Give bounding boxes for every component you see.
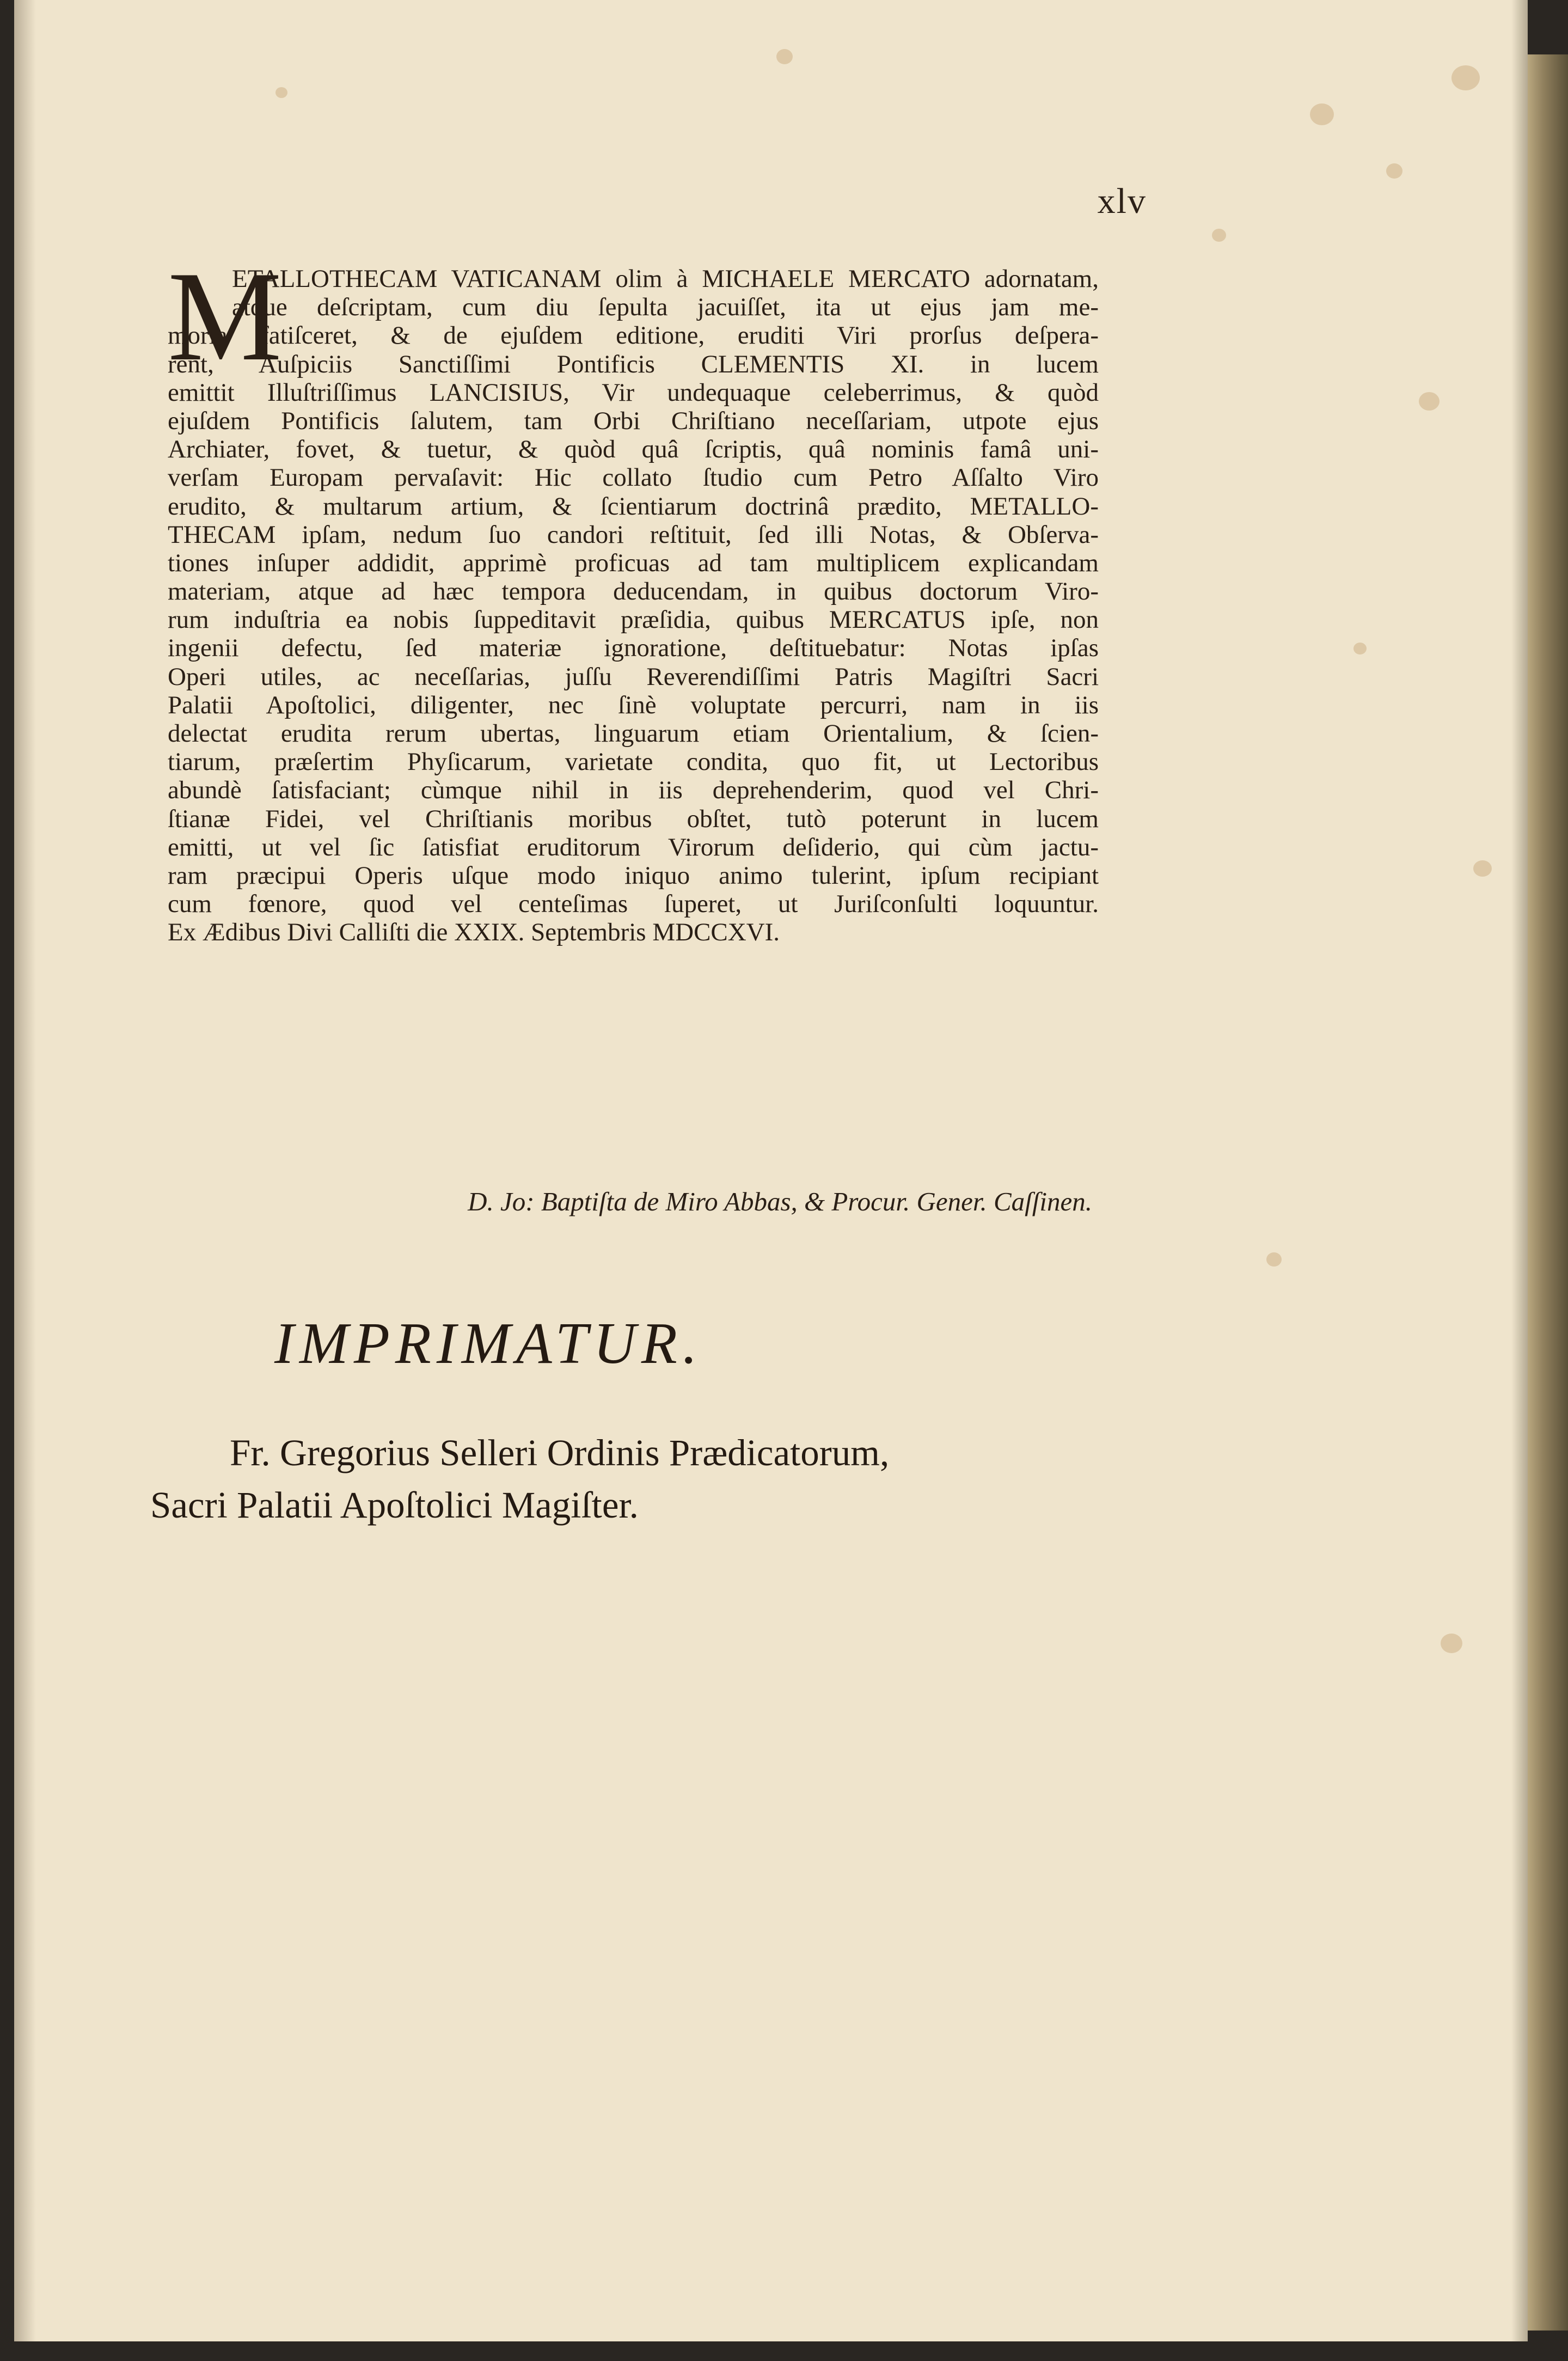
text-line: ingenii defectu, ſed materiæ ignoratione, deſtituebatur: Notas ipſas	[168, 634, 1099, 663]
text-line: rent, Auſpiciis Sanctiſſimi Pontificis CLEMENTIS XI. in lucem	[168, 350, 1099, 378]
text-line: materiam, atque ad hæc tempora deducendam, in quibus doctorum Viro-	[168, 577, 1099, 606]
approbation-text	[168, 265, 1099, 947]
text-line: rum induſtria ea nobis ſuppeditavit præſidia, quibus MERCATUS ipſe, non	[168, 605, 1099, 634]
page-number: xlv	[1097, 181, 1147, 221]
text-line: THECAM ipſam, nedum ſuo candori reſtituit, ſed illi Notas, & Obſerva-	[168, 520, 1099, 549]
foxing-spot	[1310, 103, 1334, 125]
text-line: Archiater, fovet, & tuetur, & quòd quâ ſcriptis, quâ nominis famâ uni-	[168, 435, 1099, 464]
text-line: ram præcipui Operis uſque modo iniquo animo tulerint, ipſum recipiant	[168, 861, 1099, 890]
drop-cap: M	[168, 246, 282, 388]
text-line: moria fatiſceret, & de ejuſdem editione, eruditi Viri prorſus deſpera-	[168, 321, 1099, 350]
book-page	[14, 0, 1528, 2341]
foxing-spot	[1266, 1252, 1282, 1267]
text-line: Palatii Apoſtolici, diligenter, nec ſinè voluptate percurri, nam in iis	[168, 690, 1099, 719]
foxing-spot	[1353, 643, 1367, 655]
gutter-shadow	[14, 0, 36, 2341]
text-line: tiarum, præſertim Phyſicarum, varietate condita, quo fit, ut Lectoribus	[168, 748, 1099, 776]
text-line: Operi utiles, ac neceſſarias, juſſu Reverendiſſimi Patris Magiſtri Sacri	[168, 662, 1099, 691]
text-line-last: Ex Ædibus Divi Calliſti die XXIX. Septembris MDCCXVI.	[168, 918, 780, 947]
foxing-spot	[1441, 1634, 1462, 1653]
foxing-spot	[1419, 392, 1440, 411]
imprimatur-heading: IMPRIMATUR.	[274, 1311, 703, 1376]
foxing-spot	[1451, 65, 1480, 90]
page-edge-shadow	[1511, 0, 1528, 2341]
foxing-spot	[1212, 229, 1226, 242]
signature-line: D. Jo: Baptiſta de Miro Abbas, & Procur. Gener. Caſſinen.	[468, 1186, 1092, 1216]
foxing-spot	[776, 49, 793, 64]
foxing-spot	[1473, 860, 1492, 877]
text-line: abundè ſatisfaciant; cùmque nihil in iis deprehenderim, quod vel Chri-	[168, 776, 1099, 805]
foxing-spot	[275, 87, 287, 98]
text-line: ETALLOTHECAM VATICANAM olim à MICHAELE MERCATO adornatam,	[232, 265, 1099, 293]
text-line: emittit Illuſtriſſimus LANCISIUS, Vir undequaque celeberrimus, & quòd	[168, 378, 1099, 407]
text-line: erudito, & multarum artium, & ſcientiarum doctrinâ prædito, METALLO-	[168, 492, 1099, 521]
approval-line: Fr. Gregorius Selleri Ordinis Prædicatorum,	[230, 1432, 890, 1473]
text-line: tiones inſuper addidit, apprimè proficuas ad tam multiplicem explicandam	[168, 548, 1099, 577]
text-line: emitti, ut vel ſic ſatisfiat eruditorum Virorum deſiderio, qui cùm jactu-	[168, 833, 1099, 861]
text-line: atque deſcriptam, cum diu ſepulta jacuiſſet, ita ut ejus jam me-	[232, 293, 1099, 322]
approval-line: Sacri Palatii Apoſtolici Magiſter.	[150, 1484, 639, 1526]
text-line: cum fœnore, quod vel centeſimas ſuperet, ut Juriſconſulti loquuntur.	[168, 890, 1099, 919]
text-line: verſam Europam pervaſavit: Hic collato ſtudio cum Petro Aſſalto Viro	[168, 463, 1099, 492]
text-line: delectat erudita rerum ubertas, linguarum etiam Orientalium, & ſcien-	[168, 719, 1099, 748]
text-line: ſtianæ Fidei, vel Chriſtianis moribus obſtet, tutò poterunt in lucem	[168, 804, 1099, 833]
approval-block	[150, 1427, 1098, 1531]
foxing-spot	[1386, 163, 1402, 179]
text-line: ejuſdem Pontificis ſalutem, tam Orbi Chriſtiano neceſſariam, utpote ejus	[168, 406, 1099, 435]
book-fore-edge	[1528, 54, 1568, 2331]
